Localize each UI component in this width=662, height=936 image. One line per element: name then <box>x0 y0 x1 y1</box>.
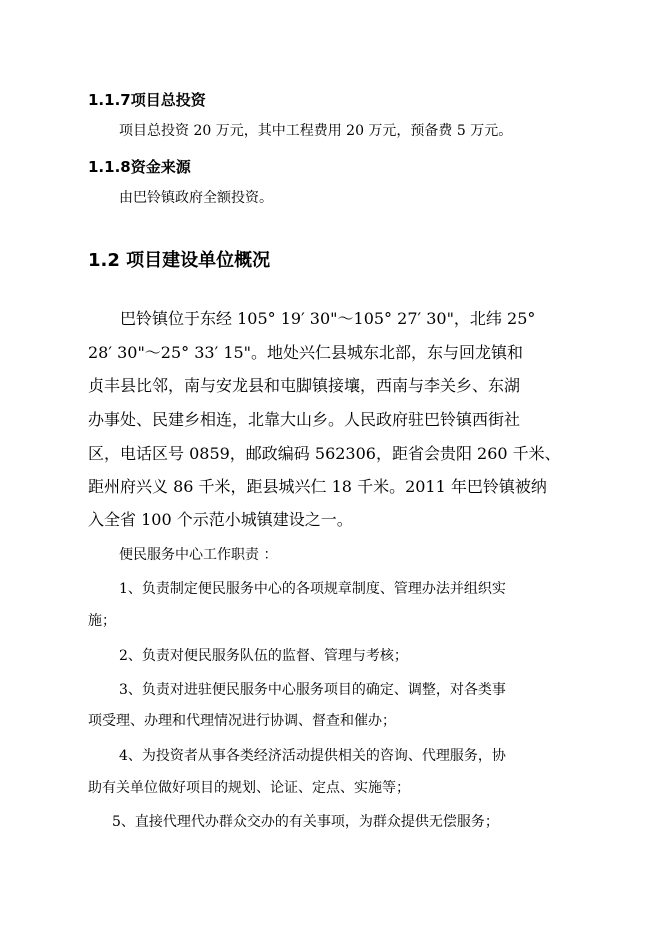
duty-item-line: 4、为投资者从事各类经济活动提供相关的咨询、代理服务，协 <box>119 748 506 764</box>
duty-item-line: 助有关单位做好项目的规划、论证、定点、实施等； <box>88 780 410 796</box>
intro-line: 区，电话区号 0859，邮政编码 562306，距省会贵阳 260 千米、 <box>88 444 561 463</box>
duty-item-line: 3、负责对进驻便民服务中心服务项目的确定、调整，对各类事 <box>119 682 506 698</box>
duty-item-line: 施； <box>88 613 116 629</box>
duty-item-line: 项受理、办理和代理情况进行协调、督查和催办； <box>88 713 396 729</box>
duties-title: 便民服务中心工作职责 ： <box>119 547 278 563</box>
investment-paragraph: 项目总投资 20 万元，其中工程费用 20 万元，预备费 5 万元。 <box>119 123 513 139</box>
heading-1-1-8: 1.1.8资金来源 <box>88 158 191 176</box>
heading-1-2: 1.2 项目建设单位概况 <box>88 250 271 271</box>
funding-paragraph: 由巴铃镇政府全额投资。 <box>119 190 273 206</box>
intro-line: 入全省 100 个示范小城镇建设之一。 <box>88 510 353 529</box>
duty-item-line: 5、直接代理代办群众交办的有关事项，为群众提供无偿服务； <box>112 814 499 830</box>
heading-1-1-7: 1.1.7项目总投资 <box>88 91 206 109</box>
intro-line: 办事处、民建乡相连，北靠大山乡。人民政府驻巴铃镇西街社 <box>88 410 521 429</box>
intro-line: 28′ 30"～25° 33′ 15"。地处兴仁县城东北部，东与回龙镇和 <box>88 343 524 362</box>
duty-item-line: 1、负责制定便民服务中心的各项规章制度、管理办法并组织实 <box>119 581 506 597</box>
intro-line: 距州府兴义 86 千米，距县城兴仁 18 千米。2011 年巴铃镇被纳 <box>88 477 547 496</box>
duty-item-line: 2、负责对便民服务队伍的监督、管理与考核； <box>119 648 408 664</box>
intro-line: 贞丰县比邻，南与安龙县和屯脚镇接壤，西南与李关乡、东湖 <box>88 376 521 395</box>
intro-line: 巴铃镇位于东经 105° 19′ 30"～105° 27′ 30"，北纬 25° <box>120 309 536 328</box>
